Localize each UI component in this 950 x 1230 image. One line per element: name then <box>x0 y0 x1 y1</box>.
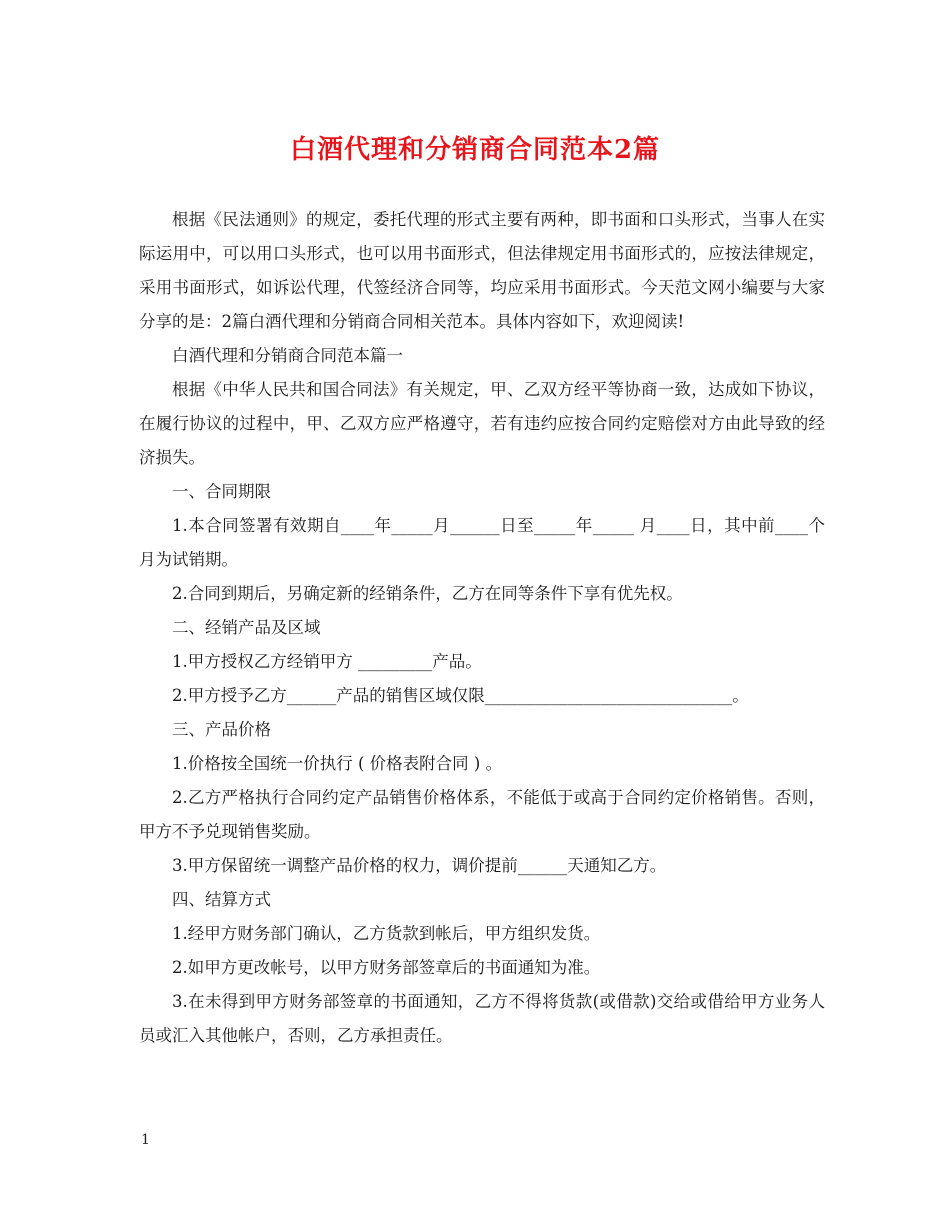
clause-settlement-2: 2.如甲方更改帐号，以甲方财务部签章后的书面通知为准。 <box>172 958 601 977</box>
clause-price-2: 2.乙方严格执行合同约定产品销售价格体系，不能低于或高于合同约定价格销售。否则，甲方不予兑现销售奖励。 <box>139 788 825 841</box>
clause-products-2: 2.甲方授予乙方______产品的销售区域仅限______________________________。 <box>172 686 749 705</box>
clause-settlement-3: 3.在未得到甲方财务部签章的书面通知，乙方不得将货款(或借款)交给或借给甲方业务人员或汇入其他帐户，否则，乙方承担责任。 <box>139 992 825 1045</box>
clause-heading-settlement: 四、结算方式 <box>172 890 271 909</box>
document-body <box>139 203 825 1053</box>
clause-price-3: 3.甲方保留统一调整产品价格的权力，调价提前______天通知乙方。 <box>172 856 667 875</box>
paragraph-intro: 根据《民法通则》的规定，委托代理的形式主要有两种，即书面和口头形式，当事人在实际运用中，可以用口头形式，也可以用书面形式，但法律规定用书面形式的，应按法律规定，采用书面形式，如诉讼代理，代签经济合同等，均应采用书面形式。今天范文网小编要与大家分享的是：2篇白酒代理和分销商合同相关范本。具体内容如下，欢迎阅读! <box>139 210 825 331</box>
clause-term-2: 2.合同到期后，另确定新的经销条件，乙方在同等条件下享有优先权。 <box>172 584 683 603</box>
paragraph-section-heading: 白酒代理和分销商合同范本篇一 <box>172 346 403 365</box>
clause-heading-products: 二、经销产品及区域 <box>172 618 321 637</box>
clause-products-1: 1.甲方授权乙方经销甲方 _________产品。 <box>172 652 482 671</box>
clause-price-1: 1.价格按全国统一价执行 ( 价格表附合同 ) 。 <box>172 754 503 773</box>
clause-heading-price: 三、产品价格 <box>172 720 271 739</box>
document-title: 白酒代理和分销商合同范本2篇 <box>289 135 661 165</box>
clause-term-1: 1.本合同签署有效期自____年_____月______日至_____年_____ 月____日，其中前____个月为试销期。 <box>139 516 825 569</box>
clause-settlement-1: 1.经甲方财务部门确认，乙方货款到帐后，甲方组织发货。 <box>172 924 601 943</box>
page-number: 1 <box>141 1132 150 1148</box>
clause-heading-term: 一、合同期限 <box>172 482 271 501</box>
paragraph-preamble: 根据《中华人民共和国合同法》有关规定，甲、乙双方经平等协商一致，达成如下协议，在履行协议的过程中，甲、乙双方应严格遵守，若有违约应按合同约定赔偿对方由此导致的经济损失。 <box>139 380 825 467</box>
